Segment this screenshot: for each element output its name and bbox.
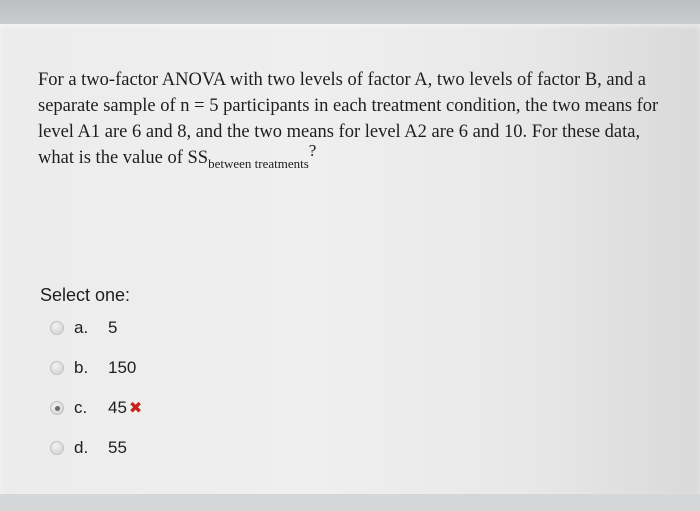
radio-icon[interactable] [50,361,64,375]
option-letter: c. [74,398,88,417]
option-value: 150 [108,358,137,377]
option-c[interactable] [50,396,142,420]
radio-icon[interactable] [50,441,64,455]
option-a[interactable] [50,316,117,340]
radio-icon[interactable] [50,321,64,335]
question-text [38,67,678,172]
option-letter: a. [74,318,89,337]
option-value: 45 [108,398,127,417]
option-value: 55 [108,438,127,457]
incorrect-icon: ✖ [128,400,143,417]
option-value: 5 [108,318,118,337]
option-letter: d. [74,438,89,457]
option-b[interactable] [50,356,136,380]
question-subscript: between treatments [208,156,309,171]
option-letter: b. [74,358,89,377]
question-card [0,24,700,494]
radio-checked-icon[interactable] [50,401,64,415]
select-one-label: Select one: [40,285,131,305]
option-d[interactable] [50,436,127,460]
question-main: For a two-factor ANOVA with two levels of factor A, two levels of factor B, and a separate sample of n = 5 participants in each treatment condition, the two means for level A1 are 6 and 8, and the two means for level A2 are 6 and 10. For these data, what is the value of SS [38,70,659,168]
question-end: ? [308,141,317,160]
